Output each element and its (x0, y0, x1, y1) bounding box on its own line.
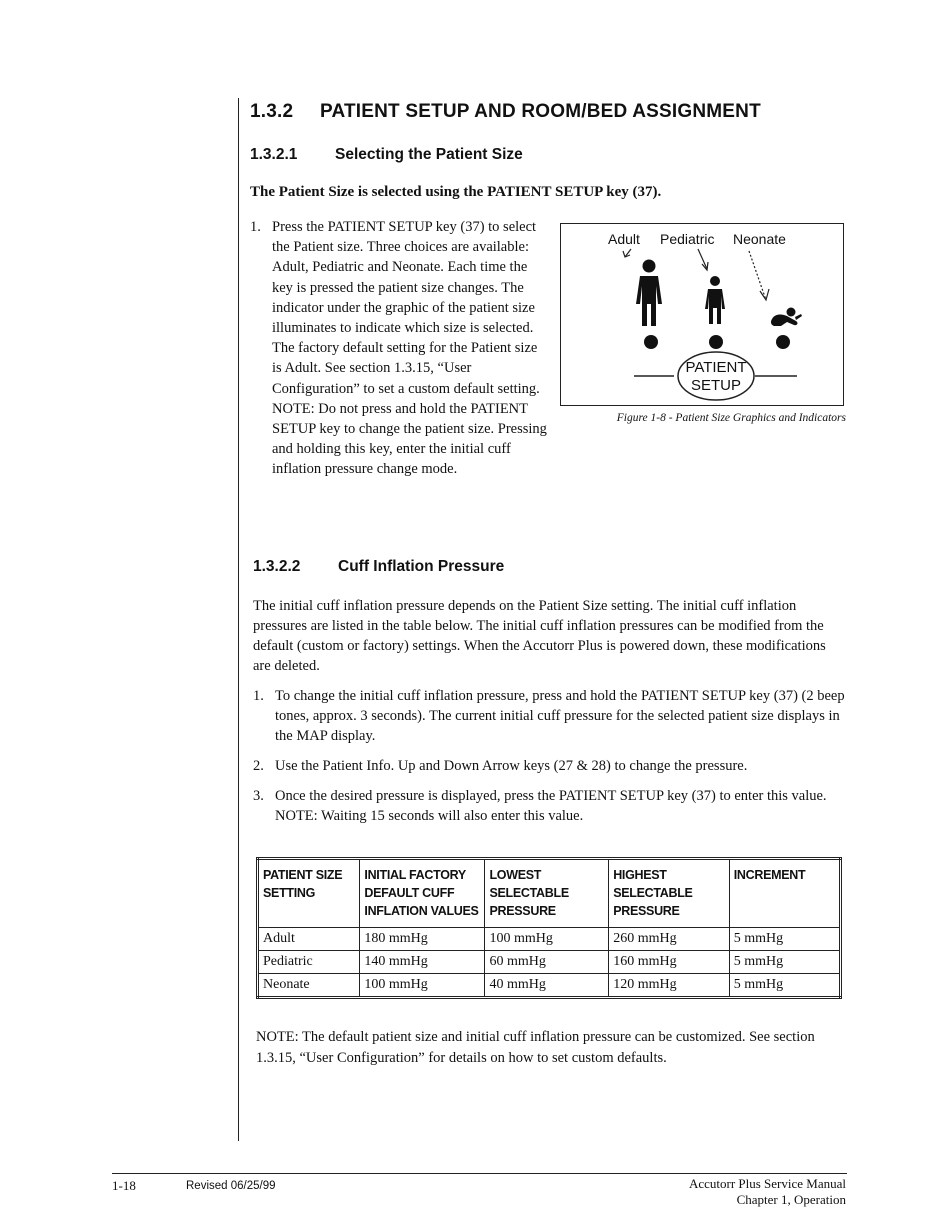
table-cell: Adult (258, 928, 360, 951)
step-text: To change the initial cuff inflation pressure, press and hold the PATIENT SETUP key (37) (2 beep tones, approx. 3 seconds). The current initial cuff pressure for the selected patient size displays in the MAP display. (275, 688, 845, 744)
label-neonate: Neonate (733, 231, 786, 247)
neonate-indicator-light (776, 335, 790, 349)
step-text: Press the PATIENT SETUP key (37) to select the Patient size. Three choices are available: Adult, Pediatric and Neonate. Each time the key is pressed the patient size changes. The indicator under the graphic of the patient size illuminates to indicate which size is selected. The factory default setting for the Patient size is Adult. See section 1.3.15, “User Configuration” to set a custom default setting. NOTE: Do not press and hold the PATIENT SETUP key to change the patient size. Pressing and holding this key, enter the initial cuff inflation pressure change mode. (272, 219, 547, 478)
step-number: 1. (250, 219, 261, 235)
cuff-pressure-paragraph: The initial cuff inflation pressure depends on the Patient Size setting. The initial cuff inflation pressures are listed in the table below. The initial cuff inflation pressures can be modified from the default (custom or factory) settings. When the Accutorr Plus is powered down, these modifications are deleted. (253, 598, 826, 674)
column-header (258, 859, 360, 928)
adult-indicator-light (644, 335, 658, 349)
table-header-row (258, 859, 841, 928)
table-row (258, 928, 841, 951)
footer-manual-info (560, 1176, 846, 1208)
table-row (258, 951, 841, 974)
customization-note: NOTE: The default patient size and initial cuff inflation pressure can be customized. See section 1.3.15, “User Configuration” for details on how to set custom defaults. (256, 1029, 815, 1066)
patient-size-graphic (561, 224, 845, 407)
key-label-line2: SETUP (690, 377, 742, 394)
column-header-line: SETTING (263, 886, 316, 900)
section-heading (250, 101, 761, 123)
patient-size-figure (560, 223, 844, 406)
subsection-title: Selecting the Patient Size (335, 146, 523, 163)
column-header-line: INCREMENT (733, 868, 806, 882)
subsection-heading-1 (250, 146, 523, 164)
column-header-line: DEFAULT CUFF (364, 886, 455, 900)
column-header (485, 859, 609, 928)
figure-caption: Figure 1-8 - Patient Size Graphics and Indicators (616, 412, 846, 424)
neonate-arrowhead (760, 289, 769, 300)
table-cell: 180 mmHg (360, 928, 485, 951)
step-text: Once the desired pressure is displayed, press the PATIENT SETUP key (37) to enter this value. NOTE: Waiting 15 seconds will also enter this value. (275, 788, 827, 824)
subsection-title: Cuff Inflation Pressure (338, 558, 505, 575)
step-item (253, 786, 847, 826)
section-title: PATIENT SETUP AND ROOM/BED ASSIGNMENT (320, 101, 761, 122)
column-header (360, 859, 485, 928)
step-number: 2. (253, 758, 264, 774)
step-text: Use the Patient Info. Up and Down Arrow keys (27 & 28) to change the pressure. (275, 758, 748, 774)
neonate-leader (749, 251, 766, 300)
table-cell: Pediatric (258, 951, 360, 974)
table-cell: 40 mmHg (485, 974, 609, 998)
chapter-title: Chapter 1, Operation (736, 1192, 846, 1207)
column-header-line: INFLATION VALUES (364, 904, 479, 918)
column-header-line: INITIAL FACTORY (364, 868, 466, 882)
step-number: 3. (253, 788, 264, 804)
column-header-line: SELECTABLE (489, 886, 569, 900)
subsection-heading-2 (253, 558, 504, 576)
table-cell: 100 mmHg (485, 928, 609, 951)
column-header-line: LOWEST (489, 868, 542, 882)
cuff-pressure-steps (253, 686, 847, 836)
cuff-pressure-table (256, 857, 842, 999)
patient-setup-key (634, 352, 797, 400)
step-item (253, 756, 847, 776)
margin-rule (238, 98, 239, 1141)
section-number: 1.3.2 (250, 101, 294, 122)
table-row (258, 974, 841, 998)
intro-sentence: The Patient Size is selected using the PATIENT SETUP key (37). (250, 184, 662, 200)
column-header-line: HIGHEST (613, 868, 667, 882)
step-item (250, 217, 550, 480)
adult-figure (636, 260, 662, 327)
table-cell: 60 mmHg (485, 951, 609, 974)
subsection-number: 1.3.2.1 (250, 146, 298, 163)
pediatric-leader (698, 249, 707, 269)
column-header (609, 859, 730, 928)
table-cell: Neonate (258, 974, 360, 998)
revision-date: Revised 06/25/99 (186, 1180, 276, 1192)
table-cell: 120 mmHg (609, 974, 730, 998)
column-header-line: SELECTABLE (613, 886, 693, 900)
table-cell: 260 mmHg (609, 928, 730, 951)
pediatric-indicator-light (709, 335, 723, 349)
column-header (729, 859, 840, 928)
column-header-line: PRESSURE (489, 904, 556, 918)
key-label-line1: PATIENT (685, 359, 747, 376)
patient-size-steps (250, 217, 550, 480)
table-cell: 5 mmHg (729, 928, 840, 951)
step-number: 1. (253, 688, 264, 704)
table-cell: 160 mmHg (609, 951, 730, 974)
table-cell: 140 mmHg (360, 951, 485, 974)
page-number: 1-18 (112, 1178, 136, 1193)
neonate-figure (771, 308, 802, 327)
column-header-line: PATIENT SIZE (263, 868, 343, 882)
label-adult: Adult (608, 231, 640, 247)
manual-title: Accutorr Plus Service Manual (688, 1176, 846, 1191)
table-cell: 5 mmHg (729, 974, 840, 998)
table-cell: 5 mmHg (729, 951, 840, 974)
pediatric-figure (705, 276, 725, 324)
table-cell: 100 mmHg (360, 974, 485, 998)
footer-rule (112, 1173, 847, 1174)
step-item (253, 686, 847, 746)
subsection-number: 1.3.2.2 (253, 558, 301, 575)
label-pediatric: Pediatric (660, 231, 715, 247)
column-header-line: PRESSURE (613, 904, 680, 918)
